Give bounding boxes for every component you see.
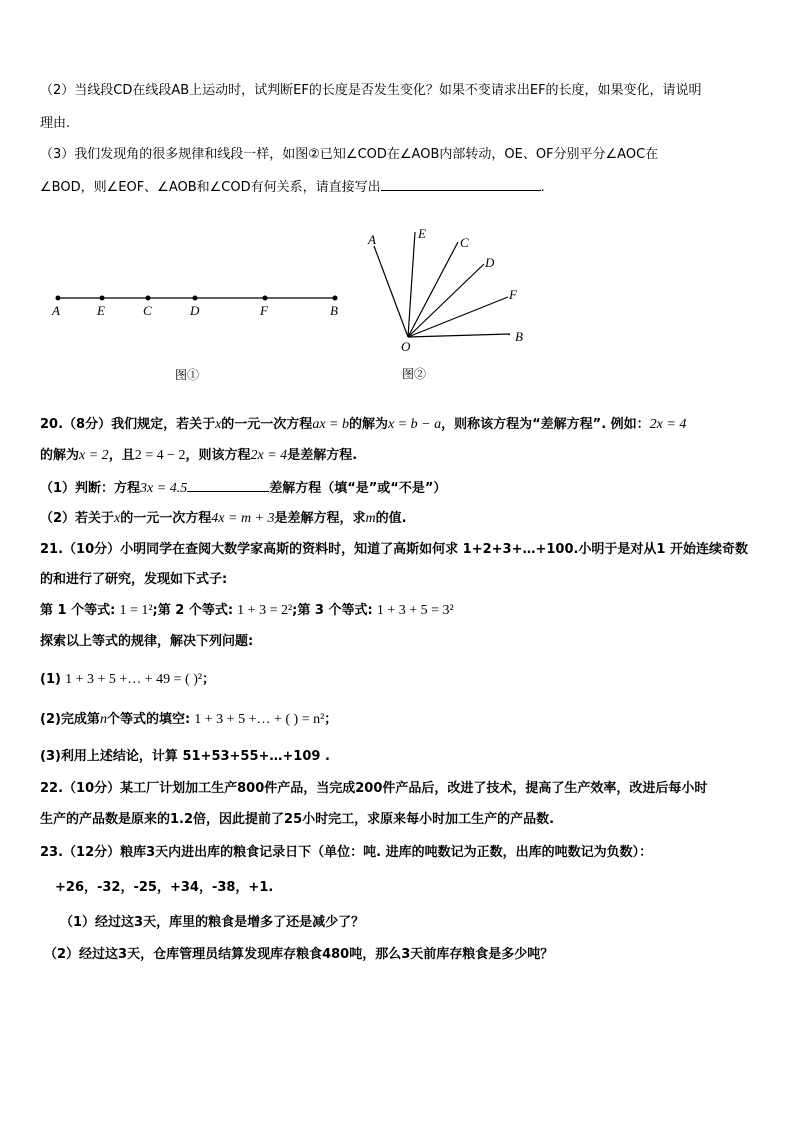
q21-text: ;第 3 个等式: <box>292 603 373 618</box>
q21-text: ;第 2 个等式: <box>152 603 234 618</box>
answer-blank[interactable] <box>381 178 541 191</box>
q21-text: 第 1 个等式: <box>40 603 116 618</box>
figure-2-angles <box>360 222 540 387</box>
q21-sub2 <box>40 711 337 729</box>
q21-line1: 21.（10分）小明同学在查阅大数学家高斯的资料时，知道了高斯如何求 1+2+3+…+100.小明于是对从1 开始连续奇数 <box>40 542 748 557</box>
q19-part3-line1: （3）我们发现角的很多规律和线段一样，如图②已知∠COD在∠AOB内部转动，OE、OF分别平分∠AOC在 <box>40 147 659 162</box>
q20-text: ，且 <box>108 448 135 463</box>
ray-label-d: D <box>485 255 495 270</box>
ray-label-c: C <box>460 235 469 250</box>
answer-blank[interactable] <box>187 479 269 492</box>
q21-text: 个等式的填空: <box>106 712 191 727</box>
math: 2x = 4 <box>250 448 288 463</box>
q20-text: 差解方程（填“是”或“不是”） <box>269 481 447 496</box>
vertex-label-o: O <box>401 339 411 354</box>
math: 1 + 3 + 5 = 3² <box>376 603 454 618</box>
point-label-f: F <box>260 303 268 318</box>
q23-part2: （2）经过这3天，仓库管理员结算发现库存粮食480吨，那么3天前库存粮食是多少吨？ <box>44 947 554 962</box>
math: 3x = 4.5 <box>140 481 188 496</box>
q21-text: (1) <box>40 672 61 687</box>
q20-text: （1）判断：方程 <box>40 481 141 496</box>
q19-part3-line2 <box>40 178 545 197</box>
q20-part2 <box>40 510 407 528</box>
point-label-a: A <box>52 303 60 318</box>
math: ax = b <box>312 417 349 432</box>
q21-equations <box>40 602 454 620</box>
q20-part1 <box>40 479 446 498</box>
q20-line2 <box>40 447 357 465</box>
q21-text: (2)完成第 <box>40 712 100 727</box>
q20-text: 的值. <box>375 511 407 526</box>
ray-label-a: A <box>368 232 376 247</box>
q21-sub3: (3)利用上述结论，计算 51+53+55+…+109 . <box>40 749 330 764</box>
q19-part3-period: . <box>540 180 545 195</box>
q19-part3-text: ∠BOD，则∠EOF、∠AOB和∠COD有何关系，请直接写出 <box>40 180 381 195</box>
q20-text: ，则称该方程为“差解方程”. 例如： <box>441 417 650 432</box>
q22-line2: 生产的产品数是原来的1.2倍，因此提前了25小时完工，求原来每小时加工生产的产品数. <box>40 812 555 827</box>
ray-label-b: B <box>515 329 523 344</box>
q20-text: 20.（8分）我们规定，若关于 <box>40 417 216 432</box>
q20-text: 是差解方程. <box>287 448 358 463</box>
point-label-d: D <box>190 303 200 318</box>
q21-text: ； <box>324 712 338 727</box>
math: 1 + 3 + 5 +… + 49 = ( )² <box>65 672 203 687</box>
point-label-c: C <box>143 303 152 318</box>
q21-instruction: 探索以上等式的规律，解决下列问题: <box>40 634 254 649</box>
math: 1 + 3 + 5 +… + ( ) = n² <box>194 712 325 727</box>
math: 4x = m + 3 <box>211 511 275 526</box>
q19-part2-line1: （2）当线段CD在线段AB上运动时，试判断EF的长度是否发生变化？如果不变请求出EF的长度，如果变化，请说明 <box>40 83 702 98</box>
point-label-e: E <box>97 303 105 318</box>
math: x <box>215 417 222 432</box>
math: x = b − a <box>388 417 442 432</box>
q20-text: 的解为 <box>348 417 388 432</box>
q20-text: 的一元一次方程 <box>221 417 313 432</box>
q21-sub1 <box>40 671 215 689</box>
ray-label-f: F <box>509 287 517 302</box>
q20-text: （2）若关于 <box>40 511 115 526</box>
q23-part1: （1）经过这3天，库里的粮食是增多了还是减少了？ <box>60 915 365 930</box>
math: 1 + 3 = 2² <box>237 603 293 618</box>
q21-line2: 的和进行了研究，发现如下式子: <box>40 572 228 587</box>
q20-text: 是差解方程，求 <box>274 511 366 526</box>
q21-text: ； <box>202 672 216 687</box>
math: n <box>99 712 107 727</box>
q23-line1: 23.（12分）粮库3天内进出库的粮食记录日下（单位：吨. 进库的吨数记为正数，出库的吨数记为负数）： <box>40 845 653 860</box>
math: 1 = 1² <box>119 603 153 618</box>
math: m <box>365 511 376 526</box>
math: 2x = 4 <box>649 417 687 432</box>
q20-text: 的解为 <box>40 448 80 463</box>
math: x = 2 <box>79 448 109 463</box>
figure-1-segment <box>40 282 360 392</box>
figure-1-caption: 图① <box>175 368 200 382</box>
q20-line1 <box>40 416 686 434</box>
q23-data: +26，-32，-25，+34，-38，+1. <box>55 880 274 895</box>
point-label-b: B <box>330 303 338 318</box>
q20-text: ，则该方程 <box>185 448 251 463</box>
q22-line1: 22.（10分）某工厂计划加工生产800件产品，当完成200件产品后，改进了技术，提高了生产效率，改进后每小时 <box>40 781 708 796</box>
math: 2 = 4 − 2 <box>134 448 186 463</box>
ray-label-e: E <box>418 226 426 241</box>
q20-text: 的一元一次方程 <box>120 511 212 526</box>
q19-part2-line2: 理由. <box>40 116 71 131</box>
math: x <box>114 511 121 526</box>
figure-2-caption: 图② <box>402 367 427 381</box>
